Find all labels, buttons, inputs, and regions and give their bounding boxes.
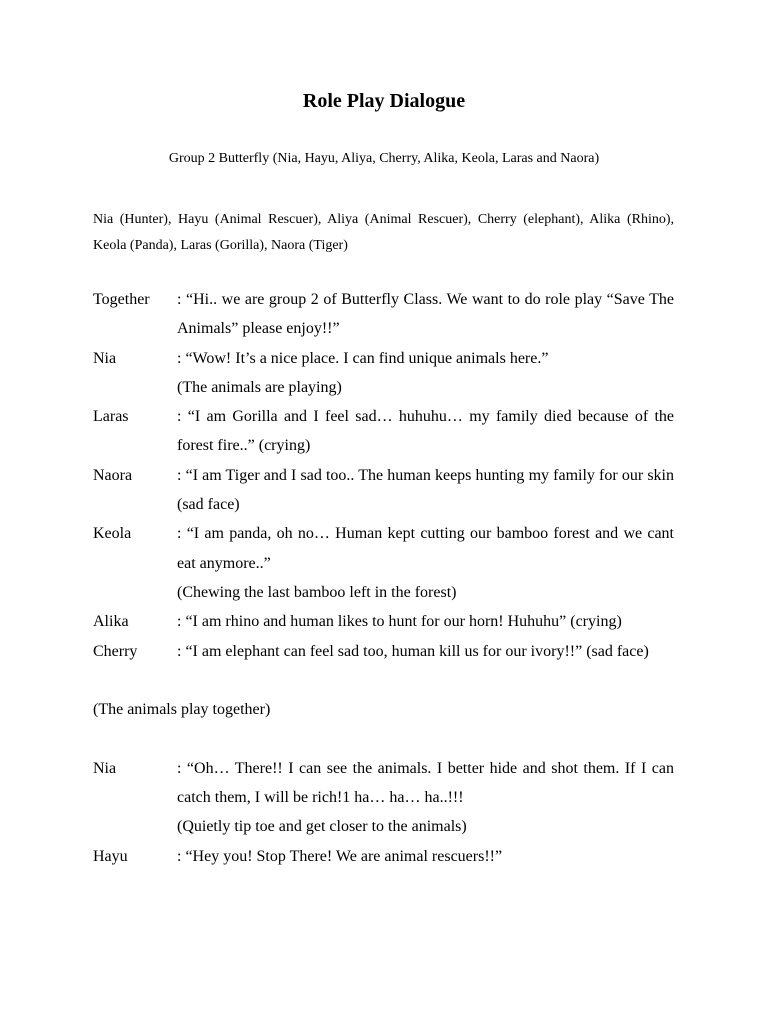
narration: (The animals play together) bbox=[93, 701, 271, 719]
speaker-name: Cherry bbox=[93, 642, 138, 660]
stage-direction: (The animals are playing) bbox=[177, 378, 342, 396]
speech-text: : “I am Tiger and I sad too.. The human keeps hunting my family for our skin (sad face) bbox=[177, 466, 674, 514]
speech-text: : “Hi.. we are group 2 of Butterfly Class. We want to do role play “Save The Animals” please enjoy!!” bbox=[177, 291, 674, 338]
speech-text: : “I am rhino and human likes to hunt for our horn! Huhuhu” (crying) bbox=[177, 613, 622, 631]
dialogue-line-nia-2 bbox=[93, 754, 674, 842]
speaker-name: Hayu bbox=[93, 847, 128, 865]
dialogue-line-alika bbox=[93, 607, 674, 636]
group-subtitle: Group 2 Butterfly (Nia, Hayu, Aliya, Cherry, Alika, Keola, Laras and Naora) bbox=[168, 151, 600, 166]
speaker-name: Together bbox=[93, 291, 150, 308]
dialogue-line-keola bbox=[93, 519, 674, 607]
dialogue-line-cherry bbox=[93, 637, 674, 666]
dialogue-section bbox=[93, 285, 674, 871]
cast-list: Nia (Hunter), Hayu (Animal Rescuer), Aliya (Animal Rescuer), Cherry (elephant), Alika (Rhino), Keola (Panda), Laras (Gorilla), Naora (Tiger) bbox=[93, 212, 674, 253]
speaker-name: Keola bbox=[93, 525, 132, 543]
speech-text: : “Hey you! Stop There! We are animal rescuers!!” bbox=[177, 847, 503, 865]
dialogue-line-nia bbox=[93, 344, 674, 403]
stage-direction: (Chewing the last bamboo left in the forest) bbox=[177, 583, 457, 601]
speaker-name: Laras bbox=[93, 408, 129, 426]
dialogue-line-hayu bbox=[93, 842, 674, 871]
speech-text: : “I am elephant can feel sad too, human kill us for our ivory!!” (sad face) bbox=[177, 642, 649, 660]
dialogue-line-together bbox=[93, 285, 674, 344]
stage-direction: (Quietly tip toe and get closer to the animals) bbox=[177, 818, 467, 836]
speech-text: : “I am panda, oh no… Human kept cutting our bamboo forest and we cant eat anymore..” bbox=[177, 525, 674, 572]
speaker-name: Alika bbox=[93, 613, 129, 631]
speaker-name: Naora bbox=[93, 466, 133, 484]
dialogue-line-naora bbox=[93, 461, 674, 520]
speaker-name: Nia bbox=[93, 349, 117, 367]
page-title: Role Play Dialogue bbox=[302, 90, 466, 112]
dialogue-line-laras bbox=[93, 402, 674, 461]
speech-text: : “I am Gorilla and I feel sad… huhuhu… my family died because of the forest fire..” (crying) bbox=[177, 408, 674, 455]
speaker-name: Nia bbox=[93, 759, 117, 777]
speech-text: : “Oh… There!! I can see the animals. I better hide and shot them. If I can catch them, I will be rich!1 ha… ha… ha..!!! bbox=[177, 759, 674, 807]
speech-text: : “Wow! It’s a nice place. I can find unique animals here.” bbox=[177, 349, 549, 367]
